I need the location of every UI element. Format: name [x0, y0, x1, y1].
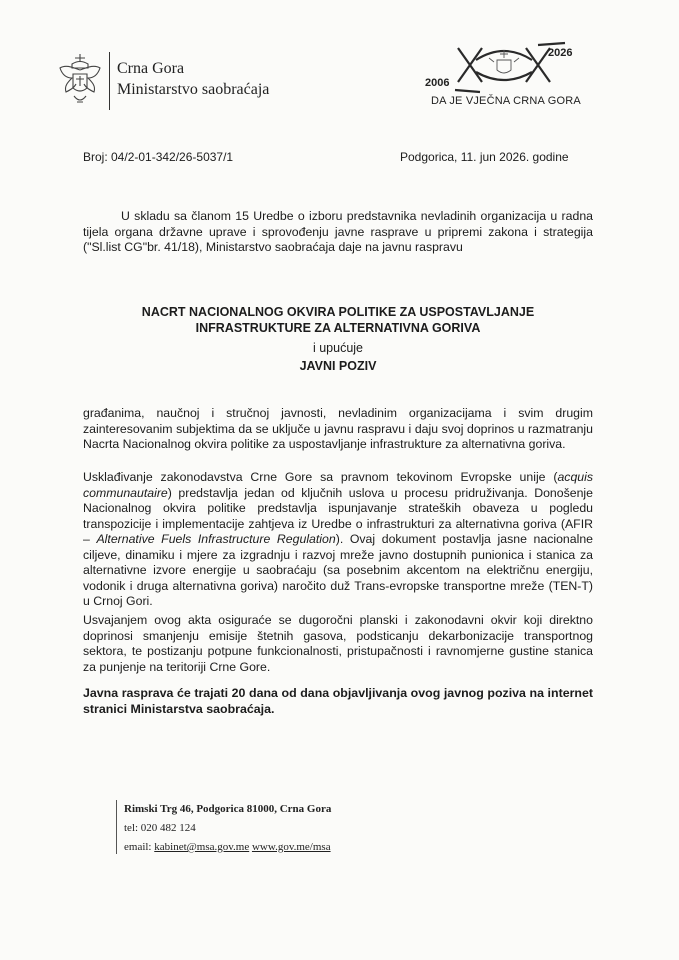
p2-text-b: ) predstavlja jedan od ključnih uslova u procesu pridruživanja. Donošenje Nacionalnog okvira politike predstavlja ispunjavanje strateških obaveza u pogledu transpozicije i implementacije zahtjeva iz Uredbe o infrastrukturi za alternativna goriva (AFIR – — [83, 485, 593, 546]
place-and-date: Podgorica, 11. jun 2026. godine — [400, 150, 569, 164]
footer-contact — [124, 841, 331, 853]
org-ministry: Ministarstvo saobraćaja — [117, 81, 270, 98]
p2-italic-acquis: acquis communautaire — [83, 470, 593, 500]
footer-address: Rimski Trg 46, Podgorica 81000, Crna Gora — [124, 803, 332, 815]
coat-of-arms-icon — [56, 52, 104, 110]
p2-text-a: Usklađivanje zakonodavstva Crne Gore sa pravnom tekovinom Evropske unije ( — [83, 470, 558, 484]
anniversary-motto: DA JE VJEČNA CRNA GORA — [431, 95, 581, 107]
paragraph-duration: Javna rasprava će trajati 20 dana od dana objavljivanja ovog javnog poziva na internet stranici Ministarstva saobraćaja. — [83, 686, 593, 716]
public-call-heading: JAVNI POZIV — [299, 359, 377, 373]
title-line-1: NACRT NACIONALNOG OKVIRA POLITIKE ZA USPOSTAVLJANJE — [141, 305, 535, 319]
document-title — [83, 304, 593, 336]
footer-divider — [116, 800, 117, 854]
email-link[interactable]: kabinet@msa.gov.me — [154, 841, 250, 853]
reference-number: Broj: 04/2-01-342/26-5037/1 — [83, 150, 234, 164]
anniversary-year-start: 2006 — [425, 77, 450, 89]
p2-text-c: ). Ovaj dokument postavlja jasne nacionalne ciljeve, dinamiku i mjere za izgradnju i razvoj mreže javno dostupnih punionica i stanica za alternativne izvore energije u saobraćaju (sa posebnim akcentom na električnu energiju, vodonik i druga alternativna goriva) naročito duž Trans-evropske transportne mreže (TEN-T) u Crnoj Gori. — [83, 532, 594, 608]
header-divider — [109, 52, 110, 110]
paragraph-benefits: Usvajanjem ovog akta osiguraće se dugoročni planski i zakonodavni okvir koji direktno doprinosi smanjenju emisije štetnih gasova, podsticanju dekarbonizacije transportnog sektora, te postizanju potpune funkcionalnosti, pristupačnosti i ravnomjerne gustine stanica za punjenje na teritoriji Crne Gore. — [83, 613, 593, 674]
p2-italic-afir: Alternative Fuels Infrastructure Regulation — [96, 532, 336, 546]
anniversary-year-end: 2026 — [548, 47, 573, 59]
footer-phone: tel: 020 482 124 — [124, 822, 196, 834]
upucuje-text: i upućuje — [312, 341, 364, 355]
paragraph-harmonization — [83, 470, 593, 610]
title-line-2: INFRASTRUKTURE ZA ALTERNATIVNA GORIVA — [195, 321, 481, 335]
intro-paragraph: U skladu sa članom 15 Uredbe o izboru predstavnika nevladinih organizacija u radna tijela organa državne uprave i sprovođenju javne rasprave u pripremi zakona i strategija ("Sl.list CG"br. 41/18), Ministarstvo saobraćaja daje na javnu raspravu — [83, 209, 593, 254]
paragraph-invitation: građanima, naučnoj i stručnoj javnosti, nevladinim organizacijama i svim drugim zainteresovanim subjektima da se uključe u javnu raspravu i daju svoj doprinos u razmatranju Nacrta Nacionalnog okvira politike za uspostavljanje infrastrukture za alternativna goriva. — [83, 406, 593, 451]
email-label: email: — [124, 841, 155, 853]
website-link[interactable]: www.gov.me/msa — [251, 841, 331, 853]
org-country: Crna Gora — [117, 60, 185, 77]
